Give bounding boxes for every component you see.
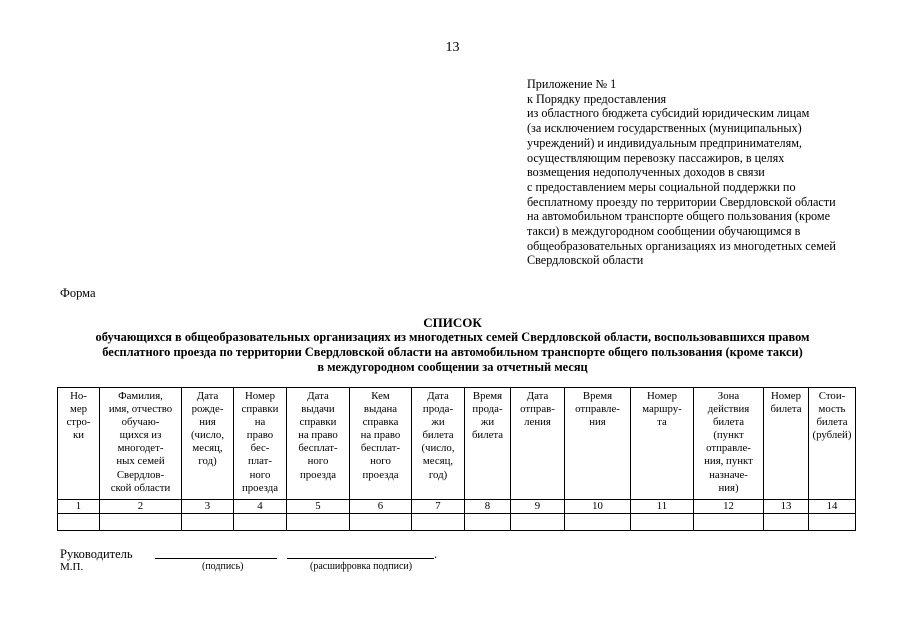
column-number: 11 (631, 500, 694, 514)
decode-caption: (расшифровка подписи) (310, 561, 413, 572)
column-header-label: Время отправле- ния (575, 390, 620, 429)
column-header-label: Номер справки на право бес- плат- ного проезда (241, 390, 279, 494)
page-number: 13 (445, 40, 460, 55)
column-header-label: Фамилия, имя, отчество обучаю- щихся из многодет- ных семей Свердлов- ской области (108, 390, 173, 494)
table-cell (809, 514, 856, 531)
column-header (631, 388, 694, 500)
signature-block (60, 547, 560, 577)
appendix-line: осуществляющим перевозку пассажиров, в целях (527, 150, 785, 165)
column-number-row (58, 500, 856, 514)
table-cell (694, 514, 764, 531)
appendix-line: на автомобильном транспорте общего пользования (кроме (527, 209, 831, 224)
column-number: 1 (58, 500, 100, 514)
appendix-line: бесплатному проезду по территории Свердловской области (527, 194, 836, 209)
column-header (287, 388, 350, 500)
stamp-label: М.П. (60, 561, 84, 573)
form-label: Форма (60, 286, 96, 300)
column-header-label: Но- мер стро- ки (66, 390, 91, 442)
table-cell (234, 514, 287, 531)
column-header-label: Стои- мость билета (рублей) (812, 390, 852, 442)
appendix-block (527, 77, 887, 268)
column-number: 12 (694, 500, 764, 514)
column-number: 6 (350, 500, 412, 514)
name-decode-line (287, 558, 434, 559)
column-header (58, 388, 100, 500)
column-number: 14 (809, 500, 856, 514)
column-header-label: Дата прода- жи билета (число, месяц, год) (421, 390, 455, 481)
column-header (511, 388, 565, 500)
appendix-line: с предоставлением меры социальной поддержки по (527, 179, 796, 194)
title-line: в междугородном сообщении за отчетный месяц (317, 360, 588, 374)
appendix-line: учреждений) и индивидуальным предпринимателям, (527, 135, 802, 150)
column-header (694, 388, 764, 500)
title-line: обучающихся в общеобразовательных организациях из многодетных семей Свердловской области, воспользовавшихся правом (95, 330, 810, 344)
appendix-line: к Порядку предоставления (527, 91, 667, 106)
column-header-label: Дата выдачи справки на право бесплат- ного проезда (298, 390, 338, 481)
column-header-label: Время прода- жи билета (471, 390, 504, 442)
column-number: 13 (764, 500, 809, 514)
table-cell (287, 514, 350, 531)
appendix-line: возмещения недополученных доходов в связи (527, 165, 765, 180)
column-number: 2 (100, 500, 182, 514)
column-number: 9 (511, 500, 565, 514)
column-header (182, 388, 234, 500)
appendix-line: такси) в междугородном сообщении обучающимся в (527, 224, 801, 239)
sign-caption: (подпись) (202, 561, 244, 572)
column-number: 7 (412, 500, 465, 514)
column-header-label: Дата рожде- ния (число, месяц, год) (190, 390, 225, 468)
column-header (565, 388, 631, 500)
table-cell (511, 514, 565, 531)
column-header-label: Дата отправ- ления (520, 390, 555, 429)
table-cell (182, 514, 234, 531)
column-header-label: Номер билета (770, 390, 802, 416)
column-header (234, 388, 287, 500)
appendix-line: Свердловской области (527, 253, 644, 268)
column-header (412, 388, 465, 500)
column-header (100, 388, 182, 500)
title-main: СПИСОК (423, 315, 482, 330)
table-cell (764, 514, 809, 531)
column-header (764, 388, 809, 500)
table-cell (100, 514, 182, 531)
appendix-line: общеобразовательных организациях из многодетных семей (527, 238, 836, 253)
appendix-line: Приложение № 1 (527, 77, 617, 91)
table-cell (58, 514, 100, 531)
table-header-row (58, 388, 856, 500)
column-number: 4 (234, 500, 287, 514)
column-number: 10 (565, 500, 631, 514)
table-cell (565, 514, 631, 531)
document-title (30, 315, 875, 375)
table-cell (465, 514, 511, 531)
table-cell (631, 514, 694, 531)
table-cell (412, 514, 465, 531)
trailing-dot: . (434, 547, 438, 561)
column-number: 3 (182, 500, 234, 514)
appendix-line: из областного бюджета субсидий юридическим лицам (527, 106, 810, 121)
column-header-label: Кем выдана справка на право бесплат- ного проезда (360, 390, 401, 481)
head-label: Руководитель (60, 547, 133, 561)
column-header (465, 388, 511, 500)
signature-line (155, 558, 277, 559)
column-number: 5 (287, 500, 350, 514)
column-number: 8 (465, 500, 511, 514)
column-header-label: Номер маршру- та (642, 390, 682, 429)
table-row (58, 514, 856, 531)
column-header (809, 388, 856, 500)
report-table (57, 387, 856, 531)
table-cell (350, 514, 412, 531)
column-header (350, 388, 412, 500)
column-header-label: Зона действия билета (пункт отправле- ния, пункт назначе- ния) (704, 390, 753, 494)
appendix-line: (за исключением государственных (муниципальных) (527, 121, 802, 136)
title-line: бесплатного проезда по территории Свердловской области на автомобильном транспорте общего пользования (кроме такси) (102, 345, 803, 359)
